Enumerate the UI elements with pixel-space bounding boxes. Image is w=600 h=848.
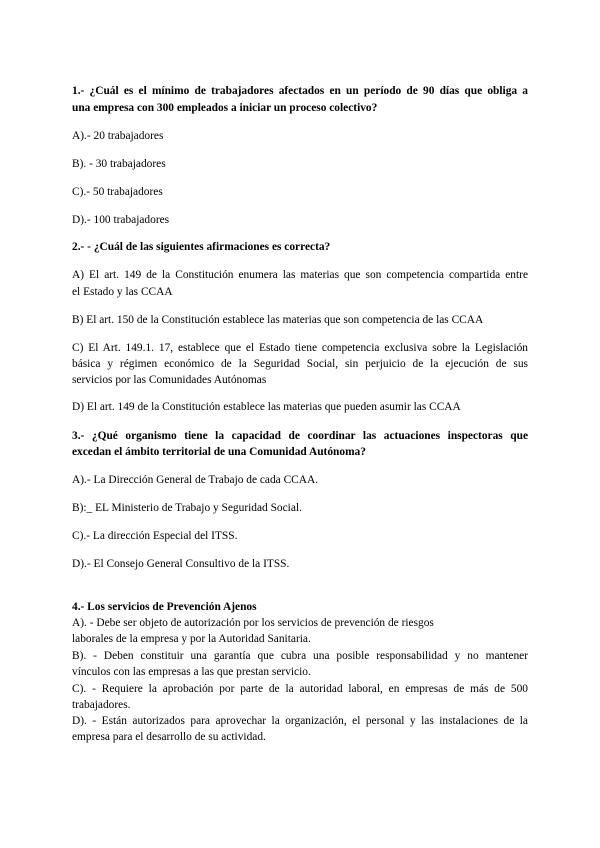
q4-option-b-line-1: B). - Deben constituir una garantía que cubra una posible responsabilidad y no mantener (72, 650, 528, 662)
q4-option-c-line-1: C). - Requiere la aprobación por parte de la autoridad laboral, en empresas de más de 500 (72, 683, 528, 695)
q3-option-a: A).- La Dirección General de Trabajo de cada CCAA. (72, 474, 319, 486)
q4-option-d-line-1: D). - Están autorizados para aprovechar la organización, el personal y las instalaciones de la (72, 715, 528, 727)
q3-option-b: B):_ EL Ministerio de Trabajo y Seguridad Social. (72, 502, 302, 514)
q4-option-d-line-2: empresa para el desarrollo de su actividad. (72, 731, 266, 743)
q1-option-c: C).- 50 trabajadores (72, 186, 163, 198)
q2-option-a-line-2: el Estado y las CCAA (72, 286, 173, 298)
q3-title-line-2: excedan el ámbito territorial de una Comunidad Autónoma? (72, 446, 366, 458)
q2-option-c-line-2: básica y régimen económico de la Seguridad Social, sin perjuicio de la ejecución de sus (72, 358, 528, 370)
q3-title-line-1: 3.- ¿Qué organismo tiene la capacidad de coordinar las actuaciones inspectoras que (72, 430, 528, 442)
q2-title: 2.- - ¿Cuál de las siguientes afirmaciones es correcta? (72, 241, 331, 253)
q4-option-c-line-2: trabajadores. (72, 699, 131, 711)
q2-option-d: D) El art. 149 de la Constitución establece las materias que pueden asumir las CCAA (72, 401, 461, 413)
q2-option-c-line-3: servicios por las Comunidades Autónomas (72, 374, 267, 386)
q1-option-a: A).- 20 trabajadores (72, 130, 164, 142)
q2-option-b: B) El art. 150 de la Constitución establece las materias que son competencia de las CCAA (72, 314, 484, 326)
q1-option-d: D).- 100 trabajadores (72, 214, 170, 226)
q4-option-b-line-2: vínculos con las empresas a las que prestan servicio. (72, 666, 311, 678)
q3-option-c: C).- La dirección Especial del ITSS. (72, 530, 238, 542)
q1-title-line-1: 1.- ¿Cuál es el mínimo de trabajadores afectados en un período de 90 días que obliga a (72, 85, 528, 97)
q2-option-c-line-1: C) El Art. 149.1. 17, establece que el Estado tiene competencia exclusiva sobre la Legislación (72, 342, 528, 354)
q2-option-a-line-1: A) El art. 149 de la Constitución enumera las materias que son competencia compartida entre (72, 269, 528, 281)
q4-option-a-line-2: laborales de la empresa y por la Autoridad Sanitaria. (72, 633, 311, 645)
q1-title-line-2: una empresa con 300 empleados a iniciar un proceso colectivo? (72, 102, 378, 114)
q4-option-a-line-1: A). - Debe ser objeto de autorización por los servicios de prevención de riesgos (72, 617, 434, 629)
q4-title: 4.- Los servicios de Prevención Ajenos (72, 601, 257, 613)
q1-option-b: B). - 30 trabajadores (72, 158, 166, 170)
q3-option-d: D).- El Consejo General Consultivo de la ITSS. (72, 558, 290, 570)
